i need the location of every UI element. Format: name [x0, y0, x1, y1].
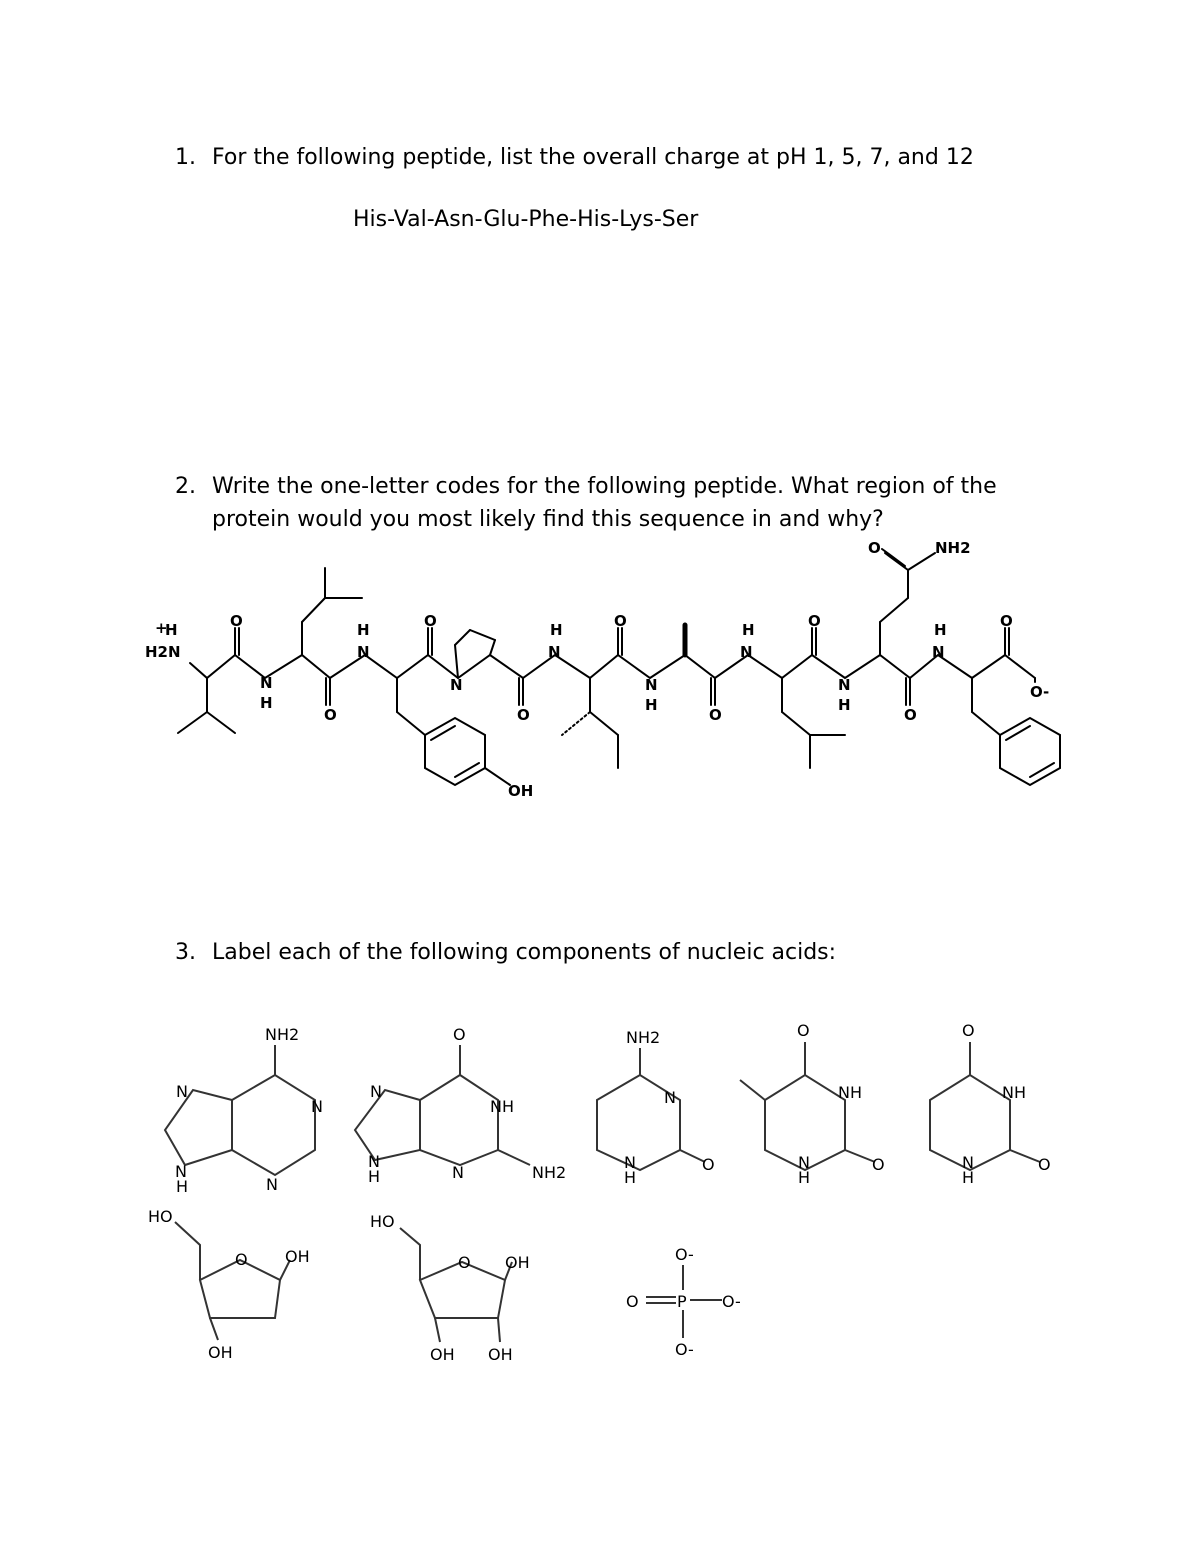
question-number: 3.	[175, 940, 196, 965]
label-o: O	[517, 706, 530, 724]
label-n: N	[798, 1153, 810, 1172]
label-oh: OH	[488, 1345, 513, 1364]
label-nh: NH	[1002, 1083, 1026, 1102]
label-o: O	[872, 1155, 885, 1174]
label-n: N	[740, 643, 753, 661]
label-n: N	[266, 1175, 278, 1194]
label-ominus: O-	[1030, 683, 1050, 701]
label-h: H	[962, 1168, 975, 1187]
label-h2n: H2N	[145, 643, 181, 661]
label-n: N	[932, 643, 945, 661]
label-o: O	[868, 539, 881, 557]
peptide-sequence: His-Val-Asn-Glu-Phe-His-Lys-Ser	[353, 207, 699, 232]
label-n: N	[260, 674, 273, 692]
label-n: N	[176, 1082, 188, 1101]
label-nh: NH	[838, 1083, 862, 1102]
label-n: N	[838, 676, 851, 694]
uracil-structure	[930, 1042, 1040, 1170]
label-h: H	[165, 621, 178, 639]
label-o: O	[626, 1292, 639, 1311]
label-oh: OH	[505, 1253, 530, 1272]
label-n: N	[450, 676, 463, 694]
label-oh: OH	[508, 782, 534, 800]
label-h: H	[260, 694, 273, 712]
label-o: O	[458, 1253, 471, 1272]
question-text: Label each of the following components of nucleic acids:	[212, 940, 837, 965]
label-h: H	[645, 696, 658, 714]
label-n: N	[311, 1097, 323, 1116]
label-n: N	[452, 1163, 464, 1182]
label-o: O	[808, 612, 821, 630]
thymine-structure	[740, 1042, 875, 1170]
label-ominus: O-	[675, 1340, 694, 1359]
label-oh: OH	[208, 1343, 233, 1362]
label-h: H	[742, 621, 755, 639]
label-h: H	[838, 696, 851, 714]
label-ho: HO	[148, 1207, 173, 1226]
label-o: O	[1038, 1155, 1051, 1174]
label-o: O	[904, 706, 917, 724]
deoxyribose-structure	[175, 1222, 290, 1340]
label-o: O	[709, 706, 722, 724]
question-number: 1.	[175, 145, 196, 170]
label-oh: OH	[285, 1247, 310, 1266]
label-ominus: O-	[675, 1245, 694, 1264]
label-o: O	[235, 1250, 248, 1269]
label-h: H	[176, 1177, 189, 1196]
label-ho: HO	[370, 1212, 395, 1231]
label-o: O	[962, 1021, 975, 1040]
label-n: N	[624, 1153, 636, 1172]
label-o: O	[1000, 612, 1013, 630]
label-nh2: NH2	[532, 1163, 567, 1182]
label-n: N	[645, 676, 658, 694]
label-o: O	[324, 706, 337, 724]
label-h: H	[624, 1168, 637, 1187]
label-n: N	[368, 1152, 380, 1171]
question-text: For the following peptide, list the overall charge at pH 1, 5, 7, and 12	[212, 145, 974, 170]
label-n: N	[548, 643, 561, 661]
cytosine-structure	[597, 1048, 705, 1170]
question-number: 2.	[175, 474, 196, 499]
label-o: O	[230, 612, 243, 630]
label-o: O	[797, 1021, 810, 1040]
label-n: N	[357, 643, 370, 661]
label-p: P	[677, 1292, 687, 1311]
label-o: O	[453, 1025, 466, 1044]
label-h: H	[357, 621, 370, 639]
label-h: H	[368, 1167, 381, 1186]
label-n: N	[664, 1088, 676, 1107]
label-o: O	[702, 1155, 715, 1174]
label-h: H	[798, 1168, 811, 1187]
plus-charge: +	[155, 619, 168, 637]
ribose-structure	[400, 1228, 512, 1342]
label-nh2: NH2	[265, 1025, 300, 1044]
label-n: N	[962, 1153, 974, 1172]
label-oh: OH	[430, 1345, 455, 1364]
question-text: Write the one-letter codes for the following peptide. What region of the protein would you most likely find this sequence in and why?	[212, 474, 997, 532]
label-nh: NH	[490, 1097, 514, 1116]
label-h: H	[550, 621, 563, 639]
label-o: O	[614, 612, 627, 630]
label-o: O	[424, 612, 437, 630]
label-n: N	[175, 1162, 187, 1181]
label-n: N	[370, 1082, 382, 1101]
label-nh2: NH2	[626, 1028, 661, 1047]
label-h: H	[934, 621, 947, 639]
label-nh2: NH2	[935, 539, 971, 557]
adenine-structure	[165, 1045, 315, 1175]
label-ominus: O-	[722, 1292, 741, 1311]
